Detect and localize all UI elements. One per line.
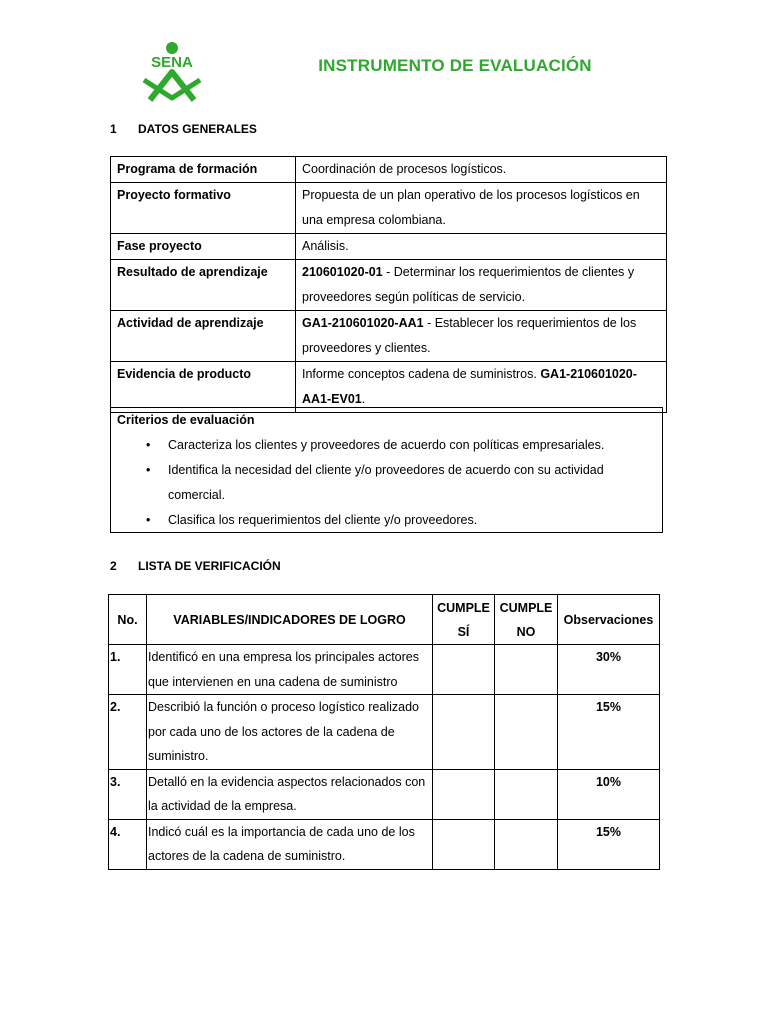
column-header-indicator: VARIABLES/INDICADORES DE LOGRO	[147, 595, 433, 645]
row-yes-cell[interactable]	[433, 645, 495, 695]
field-label: Resultado de aprendizaje	[111, 260, 296, 311]
evidence-tail: .	[361, 392, 366, 406]
row-observation: 15%	[558, 819, 660, 869]
evaluation-criteria	[110, 407, 663, 533]
document-title: INSTRUMENTO DE EVALUACIÓN	[318, 56, 592, 75]
checklist-table	[108, 594, 660, 870]
field-label: Proyecto formativo	[111, 183, 296, 234]
list-item: • Clasifica los requerimientos del cliente y/o proveedores.	[168, 508, 662, 533]
list-item: • Identifica la necesidad del cliente y/o proveedores de acuerdo con su actividad comercial.	[168, 458, 662, 508]
table-row	[111, 183, 667, 234]
table-row	[111, 260, 667, 311]
general-data-table	[110, 156, 667, 413]
row-observation: 10%	[558, 769, 660, 819]
criteria-title: Criterios de evaluación	[117, 413, 255, 427]
list-item: • Caracteriza los clientes y proveedores de acuerdo con políticas empresariales.	[168, 433, 662, 458]
sena-logo	[136, 40, 208, 104]
row-observation: 15%	[558, 695, 660, 770]
table-row	[111, 311, 667, 362]
table-row	[111, 362, 667, 413]
section-title: DATOS GENERALES	[138, 122, 257, 136]
field-value: Coordinación de procesos logísticos.	[296, 157, 667, 183]
header-line: CUMPLE	[499, 600, 553, 615]
result-text: - Determinar los requerimientos de clientes y proveedores según políticas de servicio.	[302, 265, 635, 304]
row-number: 3.	[109, 769, 147, 819]
header-line: NO	[516, 624, 536, 639]
column-header-no: No.	[109, 595, 147, 645]
column-header-observations: Observaciones	[558, 595, 660, 645]
table-row	[109, 695, 660, 770]
table-row	[109, 645, 660, 695]
row-number: 2.	[109, 695, 147, 770]
table-row	[109, 819, 660, 869]
activity-code: GA1-210601020-AA1	[302, 316, 424, 330]
section-number: 2	[110, 559, 117, 573]
row-observation: 30%	[558, 645, 660, 695]
table-row	[111, 157, 667, 183]
row-indicator: Indicó cuál es la importancia de cada uno de los actores de la cadena de suministro.	[147, 819, 433, 869]
field-value: Análisis.	[296, 234, 667, 260]
row-yes-cell[interactable]	[433, 769, 495, 819]
table-row	[111, 234, 667, 260]
row-no-cell[interactable]	[495, 819, 558, 869]
logo-text: SENA	[151, 54, 193, 71]
field-label: Actividad de aprendizaje	[111, 311, 296, 362]
activity-text: - Establecer los requerimientos de los proveedores y clientes.	[302, 316, 637, 355]
field-label: Evidencia de producto	[111, 362, 296, 413]
row-number: 4.	[109, 819, 147, 869]
column-header-no-comply	[495, 595, 558, 645]
field-value: Propuesta de un plan operativo de los procesos logísticos en una empresa colombiana.	[296, 183, 667, 234]
evidence-text: Informe conceptos cadena de suministros.	[302, 367, 541, 381]
table-row	[109, 769, 660, 819]
table-header-row	[109, 595, 660, 645]
column-header-yes	[433, 595, 495, 645]
row-no-cell[interactable]	[495, 645, 558, 695]
field-label: Fase proyecto	[111, 234, 296, 260]
field-value	[296, 260, 667, 311]
field-value	[296, 311, 667, 362]
result-code: 210601020-01	[302, 265, 383, 279]
row-no-cell[interactable]	[495, 695, 558, 770]
evidence-code: GA1-210601020-AA1-EV01	[302, 367, 637, 406]
row-yes-cell[interactable]	[433, 695, 495, 770]
header-line: CUMPLE	[437, 600, 490, 615]
row-no-cell[interactable]	[495, 769, 558, 819]
row-indicator: Identificó en una empresa los principales actores que intervienen en una cadena de suministro	[147, 645, 433, 695]
section-title: LISTA DE VERIFICACIÓN	[138, 559, 281, 573]
header-line: SÍ	[457, 624, 470, 639]
row-indicator: Describió la función o proceso logístico realizado por cada uno de los actores de la cadena de suministro.	[147, 695, 433, 770]
row-indicator: Detalló en la evidencia aspectos relacionados con la actividad de la empresa.	[147, 769, 433, 819]
row-yes-cell[interactable]	[433, 819, 495, 869]
row-number: 1.	[109, 645, 147, 695]
criteria-list	[117, 433, 662, 533]
section-number: 1	[110, 122, 117, 136]
field-label: Programa de formación	[111, 157, 296, 183]
field-value	[296, 362, 667, 413]
